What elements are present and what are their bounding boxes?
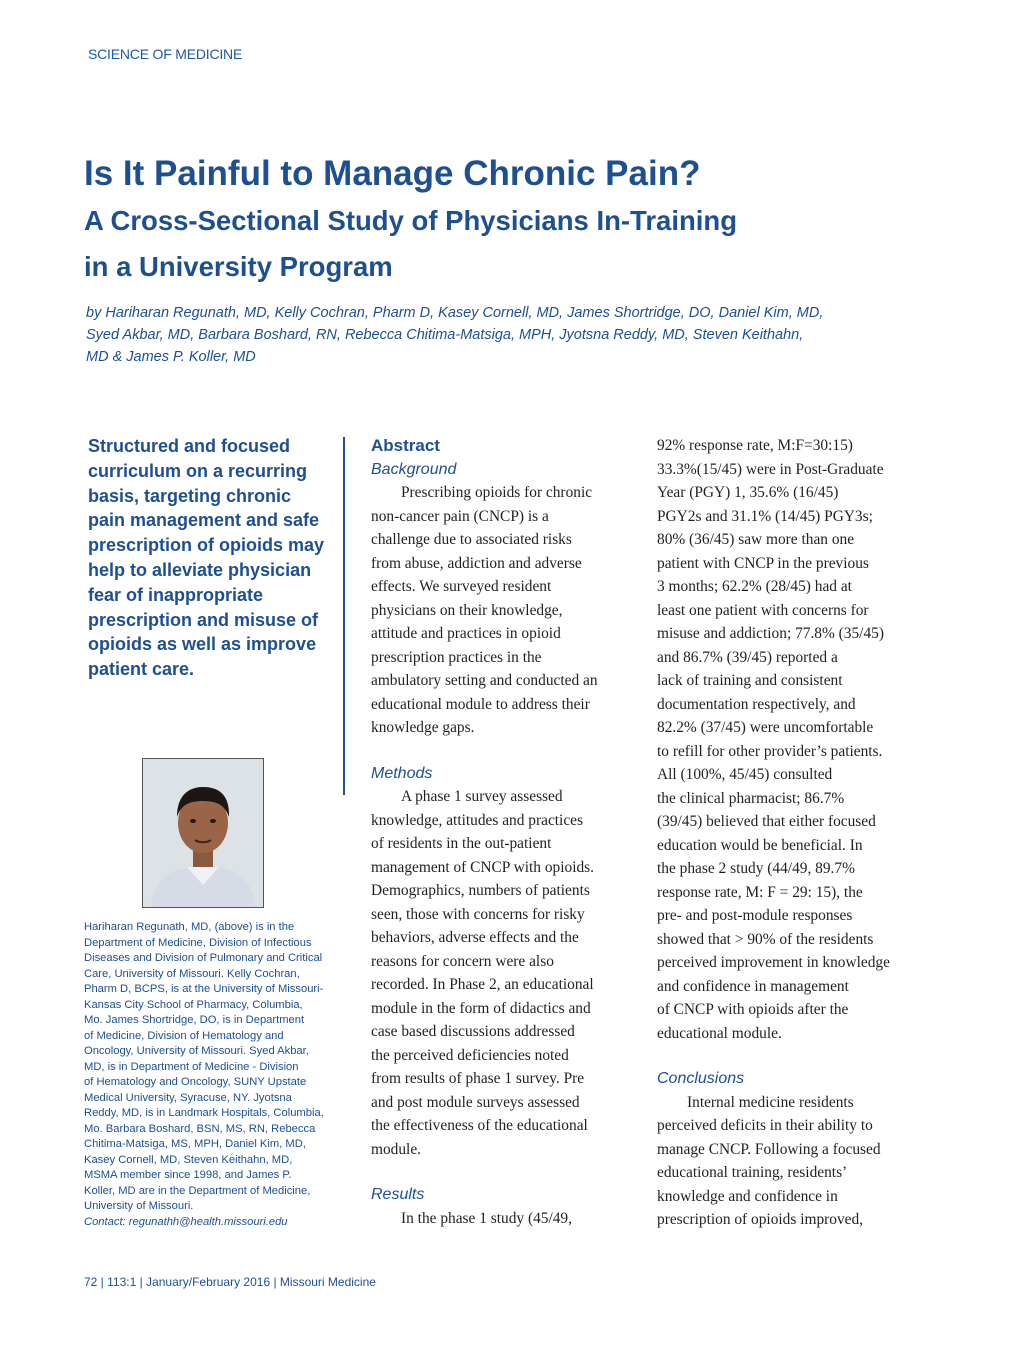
pull-quote-line: pain management and safe [88, 510, 320, 531]
affiliation-line: of Medicine, Division of Hematology and [84, 1029, 284, 1042]
background-line: educational module to address their [371, 695, 590, 713]
affiliation-line: Mo. Barbara Boshard, BSN, MS, RN, Rebecca [84, 1122, 316, 1135]
affiliation-line: Diseases and Division of Pulmonary and Critical [84, 952, 323, 964]
pull-quote-line: fear of inappropriate [88, 584, 264, 605]
affiliation-line: Mo. James Shortridge, DO, is in Department [84, 1014, 305, 1026]
results-line: Year (PGY) 1, 35.6% (16/45) [657, 484, 839, 501]
results-line: least one patient with concerns for [657, 601, 869, 619]
methods-line: Demographics, numbers of patients [371, 882, 590, 899]
author-photo [142, 758, 264, 908]
methods-line: reasons for concern were also [371, 952, 554, 970]
pull-quote-line: opioids as well as improve [88, 634, 317, 655]
abstract-heading: Abstract [371, 436, 440, 455]
affiliation-line: Care, University of Missouri. Kelly Cochran, [84, 967, 300, 980]
results-line: showed that > 90% of the residents [657, 930, 874, 948]
results-line: misuse and addiction; 77.8% (35/45) [657, 625, 884, 642]
results-line: the clinical pharmacist; 86.7% [657, 789, 845, 807]
methods-line: seen, those with concerns for risky [371, 905, 585, 923]
affiliation-line: Chitima-Matsiga, MS, MPH, Daniel Kim, MD, [84, 1138, 306, 1150]
results-line: lack of training and consistent [657, 672, 843, 689]
conclusions-line: knowledge and confidence in [657, 1187, 838, 1205]
pull-quote-line: basis, targeting chronic [88, 485, 292, 506]
affiliation-line: University of Missouri. [84, 1200, 194, 1212]
methods-line: module in the form of didactics and [371, 999, 591, 1017]
affiliation-line: of Hematology and Oncology, SUNY Upstate [84, 1076, 307, 1088]
results-line: the phase 2 study (44/49, 89.7% [657, 860, 855, 877]
pull-quote-line: prescription and misuse of [88, 609, 319, 630]
subtitle-line: A Cross-Sectional Study of Physicians In-Training [84, 205, 737, 236]
results-line: All (100%, 45/45) consulted [657, 766, 833, 783]
methods-line: and post module surveys assessed [371, 1093, 580, 1111]
results-line: documentation respectively, and [657, 695, 856, 713]
column-divider-rule [343, 437, 345, 795]
author-line: by Hariharan Regunath, MD, Kelly Cochran, Pharm D, Kasey Cornell, MD, James Shortridge, DO, Daniel Kim, MD, [86, 305, 824, 321]
affiliation-line: Department of Medicine, Division of Infectious [84, 936, 312, 949]
methods-line: module. [371, 1140, 422, 1158]
article-title: Is It Painful to Manage Chronic Pain? [84, 154, 701, 193]
background-line: ambulatory setting and conducted an [371, 672, 598, 689]
results-line: 3 months; 62.2% (28/45) had at [657, 578, 852, 595]
contact-email: Contact: regunathh@health.missouri.edu [84, 1215, 288, 1228]
results-line: and confidence in management [657, 977, 849, 995]
results-line: education would be beneficial. In [657, 836, 863, 854]
article-subtitle [84, 198, 944, 290]
pull-quote [88, 434, 336, 682]
results-line: patient with CNCP in the previous [657, 554, 869, 572]
results-line: pre- and post-module responses [657, 907, 853, 924]
results-line: perceived improvement in knowledge [657, 954, 890, 971]
results-line: educational module. [657, 1024, 782, 1042]
results-line: of CNCP with opioids after the [657, 1001, 849, 1018]
section-gap [371, 1161, 641, 1183]
background-line: non-cancer pain (CNCP) is a [371, 507, 549, 525]
methods-line: the perceived deficiencies noted [371, 1046, 569, 1064]
conclusions-line: educational training, residents’ [657, 1164, 848, 1181]
results-line: 80% (36/45) saw more than one [657, 531, 855, 548]
affiliation-line: Kansas City School of Pharmacy, Columbia, [84, 998, 303, 1011]
results-line: to refill for other provider’s patients. [657, 742, 883, 760]
background-line: physicians on their knowledge, [371, 601, 563, 619]
affiliation-line: Hariharan Regunath, MD, (above) is in the [84, 921, 295, 933]
results-line: (39/45) believed that either focused [657, 813, 876, 830]
section-gap [657, 1045, 937, 1067]
pull-quote-line: prescription of opioids may [88, 535, 325, 556]
methods-line: A phase 1 survey assessed [401, 788, 563, 805]
conclusions-line: perceived deficits in their ability to [657, 1117, 873, 1134]
author-line: Syed Akbar, MD, Barbara Boshard, RN, Rebecca Chitima-Matsiga, MPH, Jyotsna Reddy, MD, Steven Keithahn, [86, 327, 804, 343]
affiliation-line: Medical University, Syracuse, NY. Jyotsna [84, 1091, 292, 1104]
methods-line: recorded. In Phase 2, an educational [371, 976, 594, 993]
author-portrait-illustration [143, 759, 263, 907]
affiliation-line: Oncology, University of Missouri. Syed Akbar, [84, 1045, 309, 1057]
results-line: and 86.7% (39/45) reported a [657, 648, 838, 666]
pull-quote-line: curriculum on a recurring [88, 460, 308, 481]
background-heading: Background [371, 460, 457, 478]
conclusions-line: Internal medicine residents [687, 1093, 854, 1111]
methods-line: behaviors, adverse effects and the [371, 929, 579, 946]
conclusions-line: prescription of opioids improved, [657, 1211, 864, 1228]
methods-line: knowledge, attitudes and practices [371, 811, 583, 829]
affiliation-line: MSMA member since 1998, and James P. [84, 1169, 292, 1181]
conclusions-line: manage CNCP. Following a focused [657, 1140, 881, 1158]
background-line: prescription practices in the [371, 648, 542, 666]
author-affiliations [84, 920, 340, 1230]
results-line: In the phase 1 study (45/49, [401, 1209, 572, 1227]
pull-quote-line: Structured and focused [88, 436, 291, 456]
background-line: from abuse, addiction and adverse [371, 554, 582, 572]
author-line: MD & James P. Koller, MD [86, 349, 256, 365]
results-line: 82.2% (37/45) were uncomfortable [657, 719, 874, 736]
author-byline [86, 302, 916, 368]
methods-line: the effectiveness of the educational [371, 1117, 588, 1134]
affiliation-line: MD, is in Department of Medicine - Division [84, 1060, 299, 1073]
methods-heading: Methods [371, 764, 433, 782]
title-block [84, 152, 944, 290]
page-footer: 72 | 113:1 | January/February 2016 | Missouri Medicine [84, 1275, 376, 1289]
results-line: 33.3%(15/45) were in Post-Graduate [657, 460, 884, 478]
abstract-column-right [657, 434, 937, 1232]
pull-quote-line: patient care. [88, 659, 195, 680]
results-line: response rate, M: F = 29: 15), the [657, 883, 863, 901]
section-gap [371, 740, 641, 762]
pull-quote-line: help to alleviate physician [88, 559, 312, 580]
background-line: Prescribing opioids for chronic [401, 484, 593, 501]
results-heading: Results [371, 1186, 425, 1203]
subtitle-line: in a University Program [84, 251, 393, 282]
methods-line: of residents in the out-patient [371, 835, 552, 852]
background-line: attitude and practices in opioid [371, 625, 561, 642]
results-line: PGY2s and 31.1% (14/45) PGY3s; [657, 507, 873, 525]
section-label: SCIENCE OF MEDICINE [88, 46, 243, 62]
affiliation-line: Pharm D, BCPS, is at the University of Missouri- [84, 983, 324, 995]
methods-line: case based discussions addressed [371, 1023, 575, 1040]
affiliation-line: Koller, MD are in the Department of Medicine, [84, 1184, 311, 1197]
results-line: 92% response rate, M:F=30:15) [657, 437, 853, 454]
background-line: effects. We surveyed resident [371, 578, 552, 595]
affiliation-line: Kasey Cornell, MD, Steven Keithahn, MD, [84, 1153, 293, 1166]
background-line: challenge due to associated risks [371, 531, 572, 548]
methods-line: management of CNCP with opioids. [371, 858, 595, 876]
conclusions-heading: Conclusions [657, 1070, 745, 1087]
background-line: knowledge gaps. [371, 719, 475, 736]
abstract-column-middle [371, 434, 641, 1230]
methods-line: from results of phase 1 survey. Pre [371, 1070, 585, 1087]
affiliation-line: Reddy, MD, is in Landmark Hospitals, Columbia, [84, 1107, 324, 1119]
